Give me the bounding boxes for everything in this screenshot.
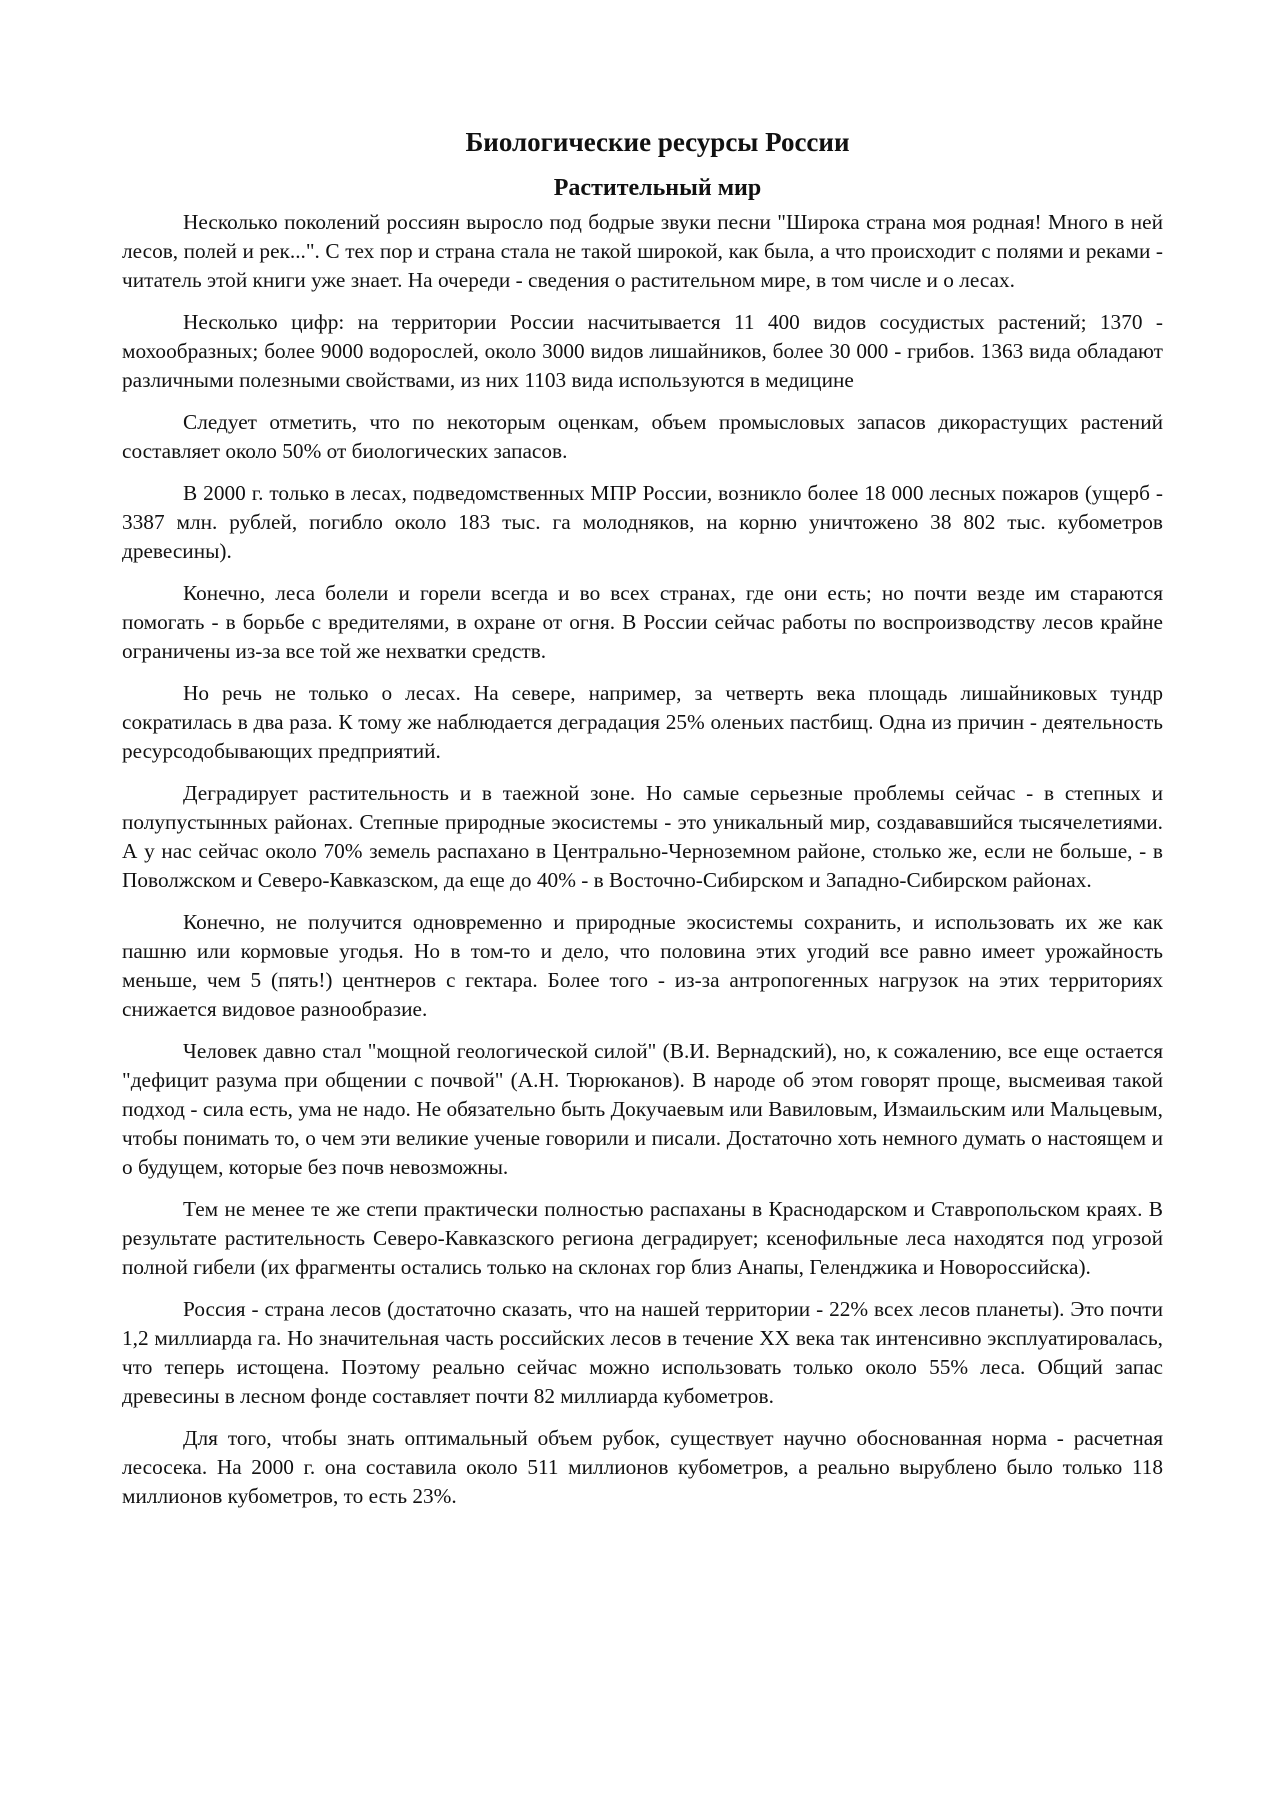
paragraph: В 2000 г. только в лесах, подведомственных МПР России, возникло более 18 000 лесных пожаров (ущерб - 3387 млн. рублей, погибло около 183 тыс. га молодняков, на корню уничтожено 38 802 тыс. кубометров древесины).	[122, 481, 1163, 563]
paragraph: Для того, чтобы знать оптимальный объем рубок, существует научно обоснованная норма - расчетная лесосека. На 2000 г. она составила около 511 миллионов кубометров, а реально вырублено было только 118 миллионов кубометров, то есть 23%.	[122, 1426, 1163, 1508]
paragraph: Несколько цифр: на территории России насчитывается 11 400 видов сосудистых растений; 1370 - мохообразных; более 9000 водорослей, около 3000 видов лишайников, более 30 000 - грибов. 1363 вида обладают различными полезными свойствами, из них 1103 вида используются в медицине	[122, 310, 1163, 392]
document-page	[122, 124, 1163, 1524]
document-title: Биологические ресурсы России	[465, 127, 850, 157]
paragraph: Но речь не только о лесах. На севере, например, за четверть века площадь лишайниковых тундр сократилась в два раза. К тому же наблюдается деградация 25% оленьих пастбищ. Одна из причин - деятельность ресурсодобывающих предприятий.	[122, 681, 1163, 763]
paragraph: Несколько поколений россиян выросло под бодрые звуки песни "Широка страна моя родная! Много в ней лесов, полей и рек...". С тех пор и страна стала не такой широкой, как была, а что происходит с полями и реками - читатель этой книги уже знает. На очереди - сведения о растительном мире, в том числе и о лесах.	[122, 210, 1163, 292]
section-heading: Растительный мир	[553, 175, 762, 201]
paragraph: Человек давно стал "мощной геологической силой" (В.И. Вернадский), но, к сожалению, все еще остается "дефицит разума при общении с почвой" (А.Н. Тюрюканов). В народе об этом говорят проще, высмеивая такой подход - сила есть, ума не надо. Не обязательно быть Докучаевым или Вавиловым, Измаильским или Мальцевым, чтобы понимать то, о чем эти великие ученые говорили и писали. Достаточно хоть немного думать о настоящем и о будущем, которые без почв невозможны.	[122, 1039, 1163, 1179]
paragraph: Следует отметить, что по некоторым оценкам, объем промысловых запасов дикорастущих растений составляет около 50% от биологических запасов.	[122, 410, 1163, 463]
paragraph: Деградирует растительность и в таежной зоне. Но самые серьезные проблемы сейчас - в степных и полупустынных районах. Степные природные экосистемы - это уникальный мир, создававшийся тысячелетиями. А у нас сейчас около 70% земель распахано в Центрально-Черноземном районе, столько же, если не больше, - в Поволжском и Северо-Кавказском, да еще до 40% - в Восточно-Сибирском и Западно-Сибирском районах.	[122, 781, 1163, 892]
paragraph: Конечно, не получится одновременно и природные экосистемы сохранить, и использовать их же как пашню или кормовые угодья. Но в том-то и дело, что половина этих угодий все равно имеет урожайность меньше, чем 5 (пять!) центнеров с гектара. Более того - из-за антропогенных нагрузок на этих территориях снижается видовое разнообразие.	[122, 910, 1163, 1021]
paragraph: Россия - страна лесов (достаточно сказать, что на нашей территории - 22% всех лесов планеты). Это почти 1,2 миллиарда га. Но значительная часть российских лесов в течение XX века так интенсивно эксплуатировалась, что теперь истощена. Поэтому реально сейчас можно использовать только около 55% леса. Общий запас древесины в лесном фонде составляет почти 82 миллиарда кубометров.	[122, 1297, 1163, 1408]
paragraph: Конечно, леса болели и горели всегда и во всех странах, где они есть; но почти везде им стараются помогать - в борьбе с вредителями, в охране от огня. В России сейчас работы по воспроизводству лесов крайне ограничены из-за все той же нехватки средств.	[122, 581, 1163, 663]
paragraph: Тем не менее те же степи практически полностью распаханы в Краснодарском и Ставропольском краях. В результате растительность Северо-Кавказского региона деградирует; ксенофильные леса находятся под угрозой полной гибели (их фрагменты остались только на склонах гор близ Анапы, Геленджика и Новороссийска).	[122, 1197, 1163, 1279]
